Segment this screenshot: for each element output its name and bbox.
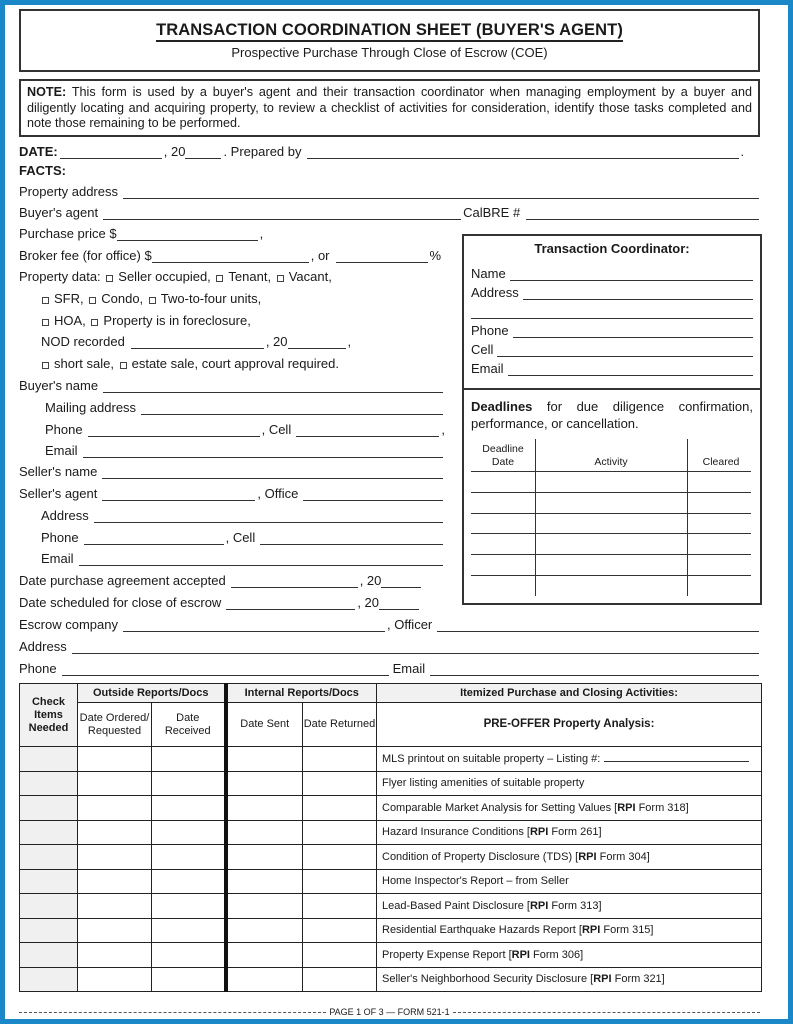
seller-address-line	[41, 506, 445, 523]
seller-occupied-label: Seller occupied,	[118, 269, 211, 284]
escrow-company-label: Escrow company	[19, 617, 118, 632]
property-address-line	[19, 182, 761, 199]
activity-label: Comparable Market Analysis for Setting Values [	[382, 801, 618, 814]
date-sent-header: Date Sent	[226, 703, 303, 747]
date-returned-cell[interactable]	[303, 771, 377, 796]
broker-fee-label: Broker fee (for office) $	[19, 248, 152, 263]
date-received-cell[interactable]	[152, 820, 226, 845]
table-row	[20, 943, 762, 968]
activity-label: Condition of Property Disclosure (TDS) [	[382, 850, 579, 863]
form-number: Form 304]	[596, 850, 650, 863]
prepared-by-field[interactable]	[307, 146, 739, 159]
date-returned-cell[interactable]	[303, 894, 377, 919]
date-received-cell[interactable]	[152, 747, 226, 772]
officer-label: , Officer	[386, 617, 433, 632]
seller-email-field[interactable]	[79, 553, 443, 566]
check-item-cell[interactable]	[20, 796, 78, 821]
hoa-line	[40, 311, 251, 328]
rpi-label: RPI	[581, 924, 601, 937]
deadline-row-line[interactable]	[471, 513, 751, 514]
nod-year-field[interactable]	[288, 336, 346, 349]
activity-header: Activity	[594, 456, 628, 468]
activity-cell	[377, 820, 762, 845]
rpi-label: RPI	[578, 850, 597, 863]
date-returned-cell[interactable]	[303, 796, 377, 821]
seller-address-field[interactable]	[94, 510, 443, 523]
deadline-date-header	[471, 443, 535, 469]
date-received-cell[interactable]	[152, 845, 226, 870]
date-received-cell[interactable]	[152, 943, 226, 968]
date-close-label: Date scheduled for close of escrow	[19, 595, 222, 610]
deadline-row-line[interactable]	[471, 492, 751, 493]
activity-label: Property Expense Report [	[382, 948, 512, 961]
activity-cell	[377, 771, 762, 796]
escrow-address-label: Address	[19, 639, 67, 654]
table-row	[20, 747, 762, 772]
form-number: Form 318]	[635, 801, 689, 814]
date-close-year-field[interactable]	[379, 597, 419, 610]
activity-label: Hazard Insurance Conditions [	[382, 826, 530, 839]
sellers-agent-line	[19, 484, 445, 501]
deadline-row-line[interactable]	[471, 471, 751, 472]
seller-cell-field[interactable]	[260, 532, 443, 545]
foreclosure-checkbox[interactable]	[91, 319, 98, 326]
escrow-address-line	[19, 637, 761, 654]
buyers-agent-label: Buyer's agent	[19, 205, 99, 220]
date-sent-cell[interactable]	[226, 796, 303, 821]
check-item-cell[interactable]	[20, 894, 78, 919]
column-divider	[687, 439, 688, 596]
dotted-rule	[19, 1012, 326, 1013]
check-item-cell[interactable]	[20, 967, 78, 992]
hoa-label: HOA,	[54, 313, 86, 328]
coordinator-phone-label: Phone	[471, 323, 509, 338]
year-prefix: , 20	[359, 573, 382, 588]
sellers-name-line	[19, 462, 445, 479]
foreclosure-label: Property is in foreclosure,	[103, 313, 251, 328]
date-sent-cell[interactable]	[226, 869, 303, 894]
date-sent-cell[interactable]	[226, 894, 303, 919]
comma: ,	[347, 334, 352, 349]
buyers-name-label: Buyer's name	[19, 378, 99, 393]
date-close-field[interactable]	[226, 597, 355, 610]
coordinator-address-field-2[interactable]	[471, 306, 753, 319]
note-label: NOTE:	[27, 85, 67, 99]
escrow-email-label: Email	[392, 661, 426, 676]
note-box	[19, 79, 760, 137]
coordinator-email-label: Email	[471, 361, 504, 376]
check-item-cell[interactable]	[20, 918, 78, 943]
date-label: DATE:	[19, 144, 58, 159]
listing-number-field[interactable]	[604, 752, 749, 762]
date-returned-cell[interactable]	[303, 967, 377, 992]
estate-sale-label: estate sale, court approval required.	[131, 356, 340, 371]
escrow-email-field[interactable]	[430, 663, 759, 676]
check-item-cell[interactable]	[20, 943, 78, 968]
nod-date-field[interactable]	[131, 336, 264, 349]
calbre-field[interactable]	[526, 207, 759, 220]
office-label: , Office	[257, 486, 299, 501]
buyer-mailing-line	[45, 398, 445, 415]
buyer-email-field[interactable]	[83, 445, 443, 458]
activity-label: Residential Earthquake Hazards Report [	[382, 924, 582, 937]
activity-label: Lead-Based Paint Disclosure [	[382, 899, 530, 912]
broker-fee-percent-field[interactable]	[336, 250, 428, 263]
escrow-officer-field[interactable]	[437, 619, 759, 632]
checklist-table	[19, 683, 762, 992]
date-accepted-field[interactable]	[231, 575, 358, 588]
date-ordered-cell[interactable]	[78, 918, 152, 943]
check-item-cell[interactable]	[20, 845, 78, 870]
sellers-agent-field[interactable]	[102, 488, 255, 501]
deadline-row-line[interactable]	[471, 575, 751, 576]
column-divider	[535, 439, 536, 596]
sfr-checkbox[interactable]	[42, 297, 49, 304]
rpi-label: RPI	[593, 973, 612, 986]
sellers-name-label: Seller's name	[19, 464, 98, 479]
coordinator-title: Transaction Coordinator:	[534, 241, 690, 256]
broker-fee-amount-field[interactable]	[152, 250, 309, 263]
rpi-label: RPI	[529, 899, 549, 912]
calbre-label: CalBRE #	[463, 205, 521, 220]
condo-label: Condo,	[101, 291, 144, 306]
seller-phone-field[interactable]	[84, 532, 224, 545]
purchase-price-field[interactable]	[117, 228, 258, 241]
table-row	[20, 967, 762, 992]
seller-phone-line	[41, 528, 445, 545]
check-item-cell[interactable]	[20, 747, 78, 772]
check-item-cell[interactable]	[20, 771, 78, 796]
property-address-label: Property address	[19, 184, 118, 199]
escrow-address-field[interactable]	[72, 641, 759, 654]
date-ordered-cell[interactable]	[78, 943, 152, 968]
activity-cell	[377, 967, 762, 992]
cell-label: , Cell	[225, 530, 256, 545]
year-prefix: , 20	[163, 144, 186, 159]
date-returned-cell[interactable]	[303, 869, 377, 894]
page-footer	[19, 1007, 760, 1017]
table-row	[20, 771, 762, 796]
date-field[interactable]	[60, 146, 162, 159]
table-row	[20, 820, 762, 845]
date-ordered-cell[interactable]	[78, 869, 152, 894]
two-to-four-checkbox[interactable]	[149, 297, 156, 304]
form-number: Form 321]	[611, 973, 665, 986]
deadline-date-header-line2: Date	[491, 456, 515, 468]
activity-label: Seller's Neighborhood Security Disclosure [	[382, 973, 594, 986]
comma: ,	[259, 226, 264, 241]
escrow-phone-label: Phone	[19, 661, 57, 676]
coordinator-phone-field[interactable]	[513, 325, 753, 338]
date-ordered-cell[interactable]	[78, 796, 152, 821]
coordinator-name-field[interactable]	[510, 268, 753, 281]
percent-sign: %	[429, 248, 442, 263]
buyers-name-line	[19, 376, 445, 393]
purchase-price-label: Purchase price $	[19, 226, 117, 241]
table-group-header-row	[20, 684, 762, 703]
activity-cell	[377, 796, 762, 821]
vacant-label: Vacant,	[288, 269, 332, 284]
broker-fee-line	[19, 246, 441, 263]
nod-line	[41, 332, 351, 349]
phone-label: Phone	[41, 530, 79, 545]
internal-reports-header: Internal Reports/Docs	[226, 684, 377, 703]
buyer-email-line	[45, 441, 445, 458]
date-returned-cell[interactable]	[303, 943, 377, 968]
mailing-address-label: Mailing address	[45, 400, 137, 415]
date-received-cell[interactable]	[152, 918, 226, 943]
sellers-name-field[interactable]	[102, 466, 443, 479]
coordinator-address-field[interactable]	[523, 287, 753, 300]
sellers-agent-label: Seller's agent	[19, 486, 98, 501]
buyer-phone-field[interactable]	[88, 424, 260, 437]
page-number: PAGE 1 OF 3 — FORM 521-1	[329, 1007, 450, 1017]
address-label: Address	[41, 508, 89, 523]
coordinator-address-line-2	[471, 302, 753, 319]
table-row	[20, 796, 762, 821]
check-item-cell[interactable]	[20, 869, 78, 894]
page-title: TRANSACTION COORDINATION SHEET (BUYER'S AGENT)	[156, 21, 623, 42]
buyer-mailing-field[interactable]	[141, 402, 443, 415]
date-returned-header: Date Returned	[303, 703, 377, 747]
note-text: This form is used by a buyer's agent and their transaction coordinator when managing employment by a buyer and diligently locating and acquiring property, to review a checklist of activities for consideration, identify those tasks completed and note those remaining to be performed.	[27, 85, 752, 130]
date-ordered-header: Date Ordered/ Requested	[78, 703, 152, 747]
coordinator-address-line	[471, 283, 753, 300]
email-label: Email	[41, 551, 74, 566]
year-prefix: , 20	[357, 595, 380, 610]
table-row	[20, 918, 762, 943]
buyers-name-field[interactable]	[103, 380, 443, 393]
date-sent-cell[interactable]	[226, 747, 303, 772]
coordinator-cell-field[interactable]	[497, 344, 753, 357]
date-received-cell[interactable]	[152, 796, 226, 821]
divider	[464, 388, 760, 390]
outside-reports-header: Outside Reports/Docs	[78, 684, 226, 703]
facts-heading	[19, 161, 66, 178]
date-accepted-label: Date purchase agreement accepted	[19, 573, 226, 588]
two-to-four-label: Two-to-four units,	[160, 291, 262, 306]
coordinator-email-field[interactable]	[508, 363, 753, 376]
estate-sale-checkbox[interactable]	[120, 362, 127, 369]
date-line	[19, 142, 761, 159]
date-sent-cell[interactable]	[226, 967, 303, 992]
date-sent-cell[interactable]	[226, 845, 303, 870]
deadlines-text: for due diligence confirmation, performance, or cancellation.	[471, 399, 753, 431]
property-data-line	[19, 267, 332, 284]
nod-recorded-label: NOD recorded	[41, 334, 125, 349]
table-row	[20, 869, 762, 894]
seller-occupied-checkbox[interactable]	[106, 275, 113, 282]
seller-email-line	[41, 549, 445, 566]
hoa-checkbox[interactable]	[42, 319, 49, 326]
check-items-header: Check Items Needed	[20, 684, 78, 747]
activity-cell	[377, 747, 762, 772]
dotted-rule	[453, 1012, 760, 1013]
phone-label: Phone	[45, 422, 83, 437]
table-row	[20, 845, 762, 870]
coordinator-name-line	[471, 264, 753, 281]
date-ordered-cell[interactable]	[78, 894, 152, 919]
coordinator-name-label: Name	[471, 266, 506, 281]
buyer-cell-field[interactable]	[296, 424, 439, 437]
pre-offer-section-header: PRE-OFFER Property Analysis:	[377, 703, 762, 747]
sale-type-line	[40, 354, 339, 371]
escrow-company-field[interactable]	[123, 619, 385, 632]
date-year-field[interactable]	[185, 146, 221, 159]
activity-label: MLS printout on suitable property – Listing #:	[382, 753, 601, 766]
form-number: Form 315]	[600, 924, 654, 937]
activity-cell	[377, 845, 762, 870]
deadlines-description	[471, 398, 753, 432]
activity-cell	[377, 918, 762, 943]
short-sale-checkbox[interactable]	[42, 362, 49, 369]
table-sub-header-row	[20, 703, 762, 747]
rpi-label: RPI	[617, 801, 636, 814]
prepared-by-label: . Prepared by	[223, 144, 302, 159]
date-sent-cell[interactable]	[226, 943, 303, 968]
short-sale-label: short sale,	[54, 356, 114, 371]
escrow-phone-field[interactable]	[62, 663, 389, 676]
date-received-cell[interactable]	[152, 869, 226, 894]
buyers-agent-field[interactable]	[103, 207, 461, 220]
cell-label: , Cell	[261, 422, 292, 437]
tenant-checkbox[interactable]	[216, 275, 223, 282]
date-accepted-line	[19, 571, 423, 588]
escrow-phone-line	[19, 659, 761, 676]
activity-cell	[377, 943, 762, 968]
coordinator-phone-line	[471, 321, 753, 338]
coordinator-address-label: Address	[471, 285, 519, 300]
deadline-row-line[interactable]	[471, 533, 751, 534]
coordinator-email-line	[471, 359, 753, 376]
activity-cell	[377, 869, 762, 894]
date-ordered-cell[interactable]	[78, 747, 152, 772]
property-address-field[interactable]	[123, 186, 759, 199]
date-received-cell[interactable]	[152, 894, 226, 919]
seller-office-field[interactable]	[303, 488, 443, 501]
date-close-line	[19, 593, 421, 610]
date-received-header: Date Received	[152, 703, 226, 747]
buyer-phone-line	[45, 420, 445, 437]
purchase-price-line	[19, 224, 263, 241]
escrow-company-line	[19, 615, 761, 632]
activity-cell	[377, 894, 762, 919]
comma: ,	[441, 422, 445, 437]
date-returned-cell[interactable]	[303, 820, 377, 845]
buyers-agent-line	[19, 203, 761, 220]
check-item-cell[interactable]	[20, 820, 78, 845]
deadlines-label: Deadlines	[471, 399, 533, 414]
form-number: Form 261]	[548, 826, 602, 839]
date-sent-cell[interactable]	[226, 918, 303, 943]
date-ordered-cell[interactable]	[78, 967, 152, 992]
date-returned-cell[interactable]	[303, 845, 377, 870]
page-subtitle: Prospective Purchase Through Close of Escrow (COE)	[231, 45, 548, 60]
coordinator-cell-label: Cell	[471, 342, 494, 357]
activity-label: Home Inspector's Report – from Seller	[382, 875, 569, 888]
date-accepted-year-field[interactable]	[381, 575, 421, 588]
property-type-line	[40, 289, 261, 306]
sfr-label: SFR,	[54, 291, 84, 306]
rpi-label: RPI	[529, 826, 549, 839]
title-box	[19, 9, 760, 72]
date-sent-cell[interactable]	[226, 771, 303, 796]
form-number: Form 306]	[529, 948, 584, 961]
deadline-date-header-line1: Deadline	[482, 443, 524, 455]
coordinator-cell-line	[471, 340, 753, 357]
cleared-header: Cleared	[702, 456, 740, 468]
property-data-label: Property data:	[19, 269, 101, 284]
tenant-label: Tenant,	[228, 269, 272, 284]
or-label: , or	[310, 248, 330, 263]
email-label: Email	[45, 443, 78, 458]
date-ordered-cell[interactable]	[78, 845, 152, 870]
nod-year-prefix: , 20	[265, 334, 288, 349]
deadline-row-line[interactable]	[471, 554, 751, 555]
date-returned-cell[interactable]	[303, 918, 377, 943]
date-ordered-cell[interactable]	[78, 820, 152, 845]
facts-heading-label: FACTS:	[19, 163, 66, 178]
activity-label: Flyer listing amenities of suitable property	[382, 777, 585, 790]
table-row	[20, 894, 762, 919]
date-returned-cell[interactable]	[303, 747, 377, 772]
date-received-cell[interactable]	[152, 967, 226, 992]
date-received-cell[interactable]	[152, 771, 226, 796]
period: .	[740, 144, 745, 159]
date-sent-cell[interactable]	[226, 820, 303, 845]
transaction-coordinator-box	[462, 234, 762, 605]
condo-checkbox[interactable]	[89, 297, 96, 304]
rpi-label: RPI	[511, 948, 530, 961]
activities-header: Itemized Purchase and Closing Activities:	[377, 684, 762, 703]
form-number: Form 313]	[548, 899, 602, 912]
vacant-checkbox[interactable]	[277, 275, 284, 282]
date-ordered-cell[interactable]	[78, 771, 152, 796]
